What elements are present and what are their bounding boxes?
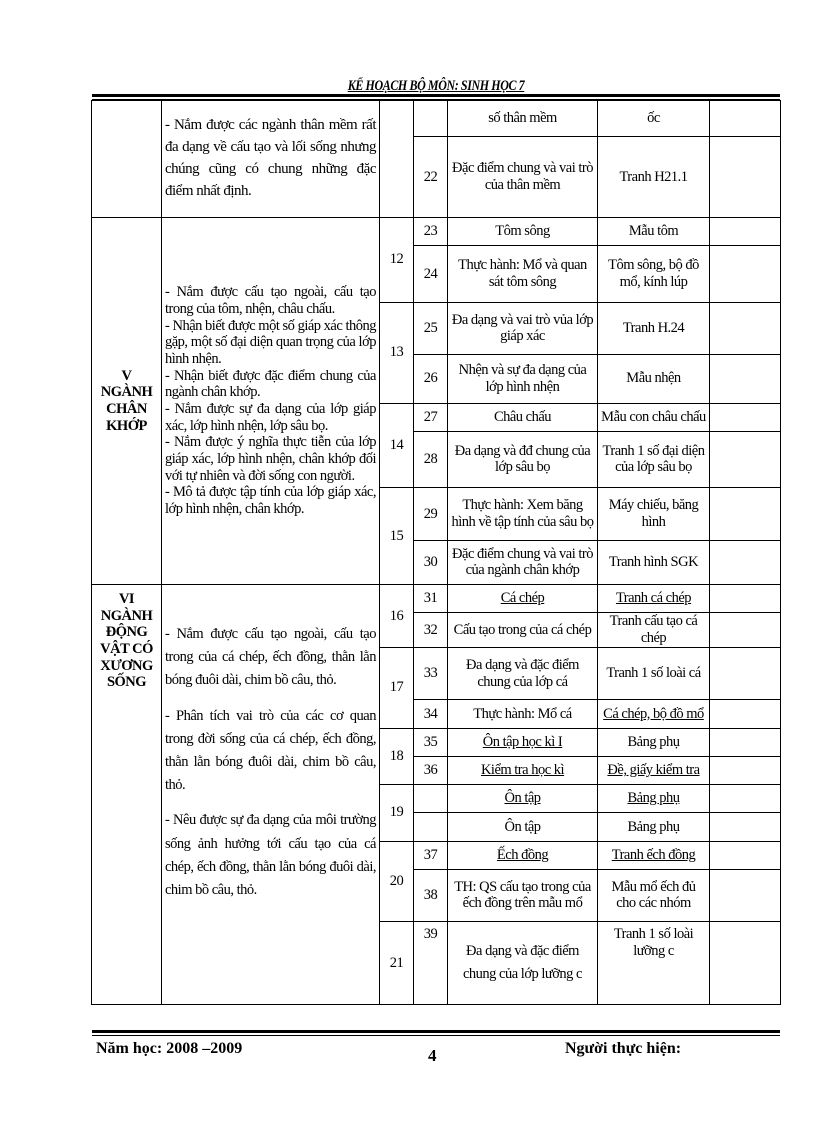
notes-cell <box>710 647 781 699</box>
lesson-equipment: Tranh ếch đồng <box>598 841 710 869</box>
lesson-equipment: ốc <box>598 101 710 137</box>
lesson-topic: Thực hành: Xem băng hình về tập tính của sâu bọ <box>448 488 598 540</box>
lesson-topic: Thực hành: Mổ và quan sát tôm sông <box>448 246 598 302</box>
goal-item: - Nắm được cấu tạo ngoài, cấu tạo trong của cá chép, ếch đồng, thằn lằn bóng đuôi dài, chim bồ câu, thỏ. <box>165 626 376 689</box>
week-number: 21 <box>380 922 414 1005</box>
footer-rule-thick <box>92 1030 780 1033</box>
week-number: 15 <box>380 488 414 585</box>
lesson-topic: Ôn tập học kì I <box>448 728 598 756</box>
table-row <box>92 585 781 613</box>
notes-cell <box>710 585 781 613</box>
lesson-topic: Đặc điểm chung và vai trò của ngành chân khớp <box>448 540 598 584</box>
week-number: 13 <box>380 302 414 403</box>
lesson-number: 28 <box>414 431 448 487</box>
goal-item: - Mô tả được tập tính của lớp giáp xác, lớp hình nhện, chân khớp. <box>165 484 376 518</box>
lesson-topic: số thân mềm <box>448 101 598 137</box>
notes-cell <box>710 785 781 813</box>
notes-cell <box>710 246 781 302</box>
lesson-number <box>414 101 448 137</box>
lesson-topic: Đặc điểm chung và vai trò của thân mềm <box>448 137 598 218</box>
week-number: 14 <box>380 403 414 488</box>
lesson-number <box>414 813 448 841</box>
lesson-number: 39 <box>414 922 448 1005</box>
header-rule-thick <box>92 94 780 97</box>
lesson-equipment: Mẫu nhện <box>598 355 710 403</box>
chapter-cell-empty <box>92 101 162 218</box>
week-number: 18 <box>380 728 414 784</box>
lesson-number: 38 <box>414 869 448 921</box>
lesson-topic: Cá chép <box>448 585 598 613</box>
notes-cell <box>710 613 781 648</box>
week-cell-empty <box>380 101 414 218</box>
lesson-equipment: Bảng phụ <box>598 728 710 756</box>
lesson-plan-table <box>91 100 781 1005</box>
notes-cell <box>710 101 781 137</box>
chapter-cell-vertebrates: VI NGÀNH ĐỘNG VẬT CÓ XƯƠNG SỐNG <box>92 585 162 1005</box>
week-number: 12 <box>380 217 414 302</box>
lesson-equipment: Mẫu mổ ếch đủ cho các nhóm <box>598 869 710 921</box>
lesson-number: 34 <box>414 700 448 728</box>
lesson-equipment: Bảng phụ <box>598 813 710 841</box>
notes-cell <box>710 302 781 354</box>
lesson-topic: Cấu tạo trong của cá chép <box>448 613 598 648</box>
week-number: 16 <box>380 585 414 648</box>
table-row <box>92 101 781 137</box>
goal-item: - Nêu được sự đa dạng của môi trường sống ảnh hưởng tới cấu tạo của cá chép, ếch đồng, thằn lằn bóng đuôi dài, chim bồ câu, thỏ. <box>165 812 376 898</box>
lesson-number: 33 <box>414 647 448 699</box>
lesson-equipment: Tôm sông, bộ đồ mổ, kính lúp <box>598 246 710 302</box>
lesson-topic: Đa dạng và đặc điểm chung của lớp cá <box>448 647 598 699</box>
lesson-number: 31 <box>414 585 448 613</box>
lesson-topic: Ôn tập <box>448 785 598 813</box>
lesson-number <box>414 785 448 813</box>
goal-cell-vertebrates <box>162 585 380 1005</box>
notes-cell <box>710 540 781 584</box>
lesson-equipment: Tranh cấu tạo cá chép <box>598 613 710 648</box>
week-number: 19 <box>380 785 414 841</box>
notes-cell <box>710 922 781 1005</box>
goal-item: - Nhận biết được đặc điểm chung của ngành chân khớp. <box>165 367 376 401</box>
lesson-number: 27 <box>414 403 448 431</box>
notes-cell <box>710 431 781 487</box>
goal-item: - Nắm được sự đa dạng của lớp giáp xác, lớp hình nhện, lớp sâu bọ. <box>165 401 376 434</box>
notes-cell <box>710 869 781 921</box>
notes-cell <box>710 355 781 403</box>
notes-cell <box>710 137 781 218</box>
lesson-topic: Đa dạng và đặc điểm chung của lớp lưỡng c <box>448 922 598 1005</box>
lesson-equipment: Tranh H.24 <box>598 302 710 354</box>
lesson-equipment: Tranh cá chép <box>598 585 710 613</box>
goal-item: - Phân tích vai trò của các cơ quan trong đời sống của cá chép, ếch đồng, thằn lằn bóng đuôi dài, chim bồ câu, thỏ. <box>165 707 376 794</box>
lesson-equipment: Tranh H21.1 <box>598 137 710 218</box>
page-number: 4 <box>428 1046 437 1065</box>
lesson-number: 29 <box>414 488 448 540</box>
notes-cell <box>710 700 781 728</box>
notes-cell <box>710 728 781 756</box>
lesson-equipment: Mẫu con châu chấu <box>598 403 710 431</box>
week-number: 20 <box>380 841 414 922</box>
lesson-number: 25 <box>414 302 448 354</box>
lesson-equipment: Tranh 1 số loài cá <box>598 647 710 699</box>
notes-cell <box>710 756 781 784</box>
lesson-number: 37 <box>414 841 448 869</box>
notes-cell <box>710 841 781 869</box>
lesson-topic: Ếch đồng <box>448 841 598 869</box>
week-number: 17 <box>380 647 414 728</box>
lesson-equipment: Máy chiếu, băng hình <box>598 488 710 540</box>
goal-cell-molluscs: - Nắm được các ngành thân mềm rất đa dạng về cấu tạo và lối sống nhưng chúng cũng có chung những đặc điểm nhất định. <box>162 101 380 218</box>
lesson-topic: Kiểm tra học kì <box>448 756 598 784</box>
author-label: Người thực hiện: <box>565 1040 682 1057</box>
notes-cell <box>710 217 781 245</box>
lesson-equipment: Tranh 1 số đại diện của lớp sâu bọ <box>598 431 710 487</box>
lesson-number: 24 <box>414 246 448 302</box>
lesson-number: 36 <box>414 756 448 784</box>
lesson-topic: Ôn tập <box>448 813 598 841</box>
lesson-number: 22 <box>414 137 448 218</box>
lesson-number: 26 <box>414 355 448 403</box>
chapter-cell-arthropods: V NGÀNH CHÂN KHỚP <box>92 217 162 584</box>
notes-cell <box>710 813 781 841</box>
lesson-equipment: Mẫu tôm <box>598 217 710 245</box>
lesson-topic: Đa dạng và vai trò vủa lớp giáp xác <box>448 302 598 354</box>
footer-rule-thin <box>92 1035 780 1036</box>
lesson-number: 30 <box>414 540 448 584</box>
lesson-topic: Tôm sông <box>448 217 598 245</box>
lesson-number: 32 <box>414 613 448 648</box>
lesson-equipment: Đề, giấy kiểm tra <box>598 756 710 784</box>
lesson-topic: Châu chấu <box>448 403 598 431</box>
page-header-title: KẾ HOẠCH BỘ MÔN: SINH HỌC 7 <box>347 78 525 94</box>
lesson-equipment: Tranh hình SGK <box>598 540 710 584</box>
lesson-topic: TH: QS cấu tạo trong của ếch đồng trên mẫu mổ <box>448 869 598 921</box>
goal-cell-arthropods <box>162 217 380 584</box>
goal-item: - Nắm được ý nghĩa thực tiễn của lớp giáp xác, lớp hình nhện, chân khớp đối với tự nhiên và đời sống con người. <box>165 434 376 484</box>
lesson-topic: Nhện và sự đa dạng của lớp hình nhện <box>448 355 598 403</box>
lesson-number: 35 <box>414 728 448 756</box>
goal-item: - Nắm được cấu tạo ngoài, cấu tạo trong của tôm, nhện, châu chấu. <box>165 284 376 317</box>
lesson-equipment: Cá chép, bộ đồ mổ <box>598 700 710 728</box>
notes-cell <box>710 488 781 540</box>
lesson-topic: Đa dạng và đđ chung của lớp sâu bọ <box>448 431 598 487</box>
school-year: Năm học: 2008 –2009 <box>96 1040 243 1057</box>
lesson-topic: Thực hành: Mổ cá <box>448 700 598 728</box>
lesson-equipment: Tranh 1 số loài lưỡng c <box>598 922 710 1005</box>
lesson-equipment: Bảng phụ <box>598 785 710 813</box>
goal-item: - Nhận biết được một số giáp xác thông gặp, một số đại diện quan trọng của lớp hình nhện. <box>165 317 376 367</box>
notes-cell <box>710 403 781 431</box>
table-row <box>92 217 781 245</box>
lesson-number: 23 <box>414 217 448 245</box>
